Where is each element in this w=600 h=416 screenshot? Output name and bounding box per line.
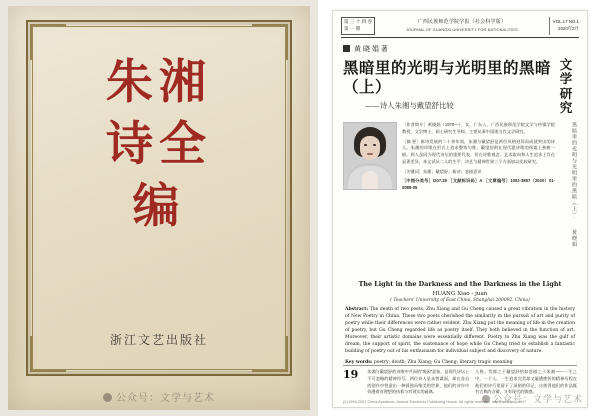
cover-watermark bbox=[8, 389, 310, 404]
portrait-collar bbox=[362, 171, 378, 189]
author-photo-block bbox=[343, 122, 577, 272]
portrait-face bbox=[360, 136, 380, 160]
keywords-note-cn: ［关键词］朱湘；戴望舒；新诗；悲剧意识 bbox=[402, 168, 482, 174]
english-block bbox=[345, 280, 575, 365]
english-affiliation: ( Teachers' University of East China, Shanghai 200092, China) bbox=[390, 298, 530, 304]
masthead-volume-line-2: 第 一 期 bbox=[344, 25, 361, 31]
author-bio-note: ［作者简介］黄晓娟（1970—），女，广东人，广西民族师范学院文学与传媒学院教授，文学博士，硕士研究生导师，主要从事中国现当代文学研究。 bbox=[402, 122, 555, 134]
english-abstract bbox=[345, 307, 575, 356]
journal-page-pane bbox=[318, 0, 600, 416]
author-portrait-photo bbox=[343, 122, 397, 190]
cover-title-line-1: 朱湘 bbox=[106, 55, 212, 110]
running-head-vertical: 黑暗里的光明与光明里的黑暗（上）· 黄晓娟 bbox=[571, 122, 577, 248]
journal-watermark bbox=[482, 392, 583, 405]
masthead-name-en: JOURNAL OF GUANGXI UNIVERSITY FOR NATIONALITIES bbox=[405, 26, 518, 32]
journal-page bbox=[332, 10, 588, 408]
cover-watermark-text: 公众号：文学与艺术 bbox=[116, 393, 215, 404]
cover-publisher: 浙江文艺出版社 bbox=[109, 333, 208, 347]
body-text-left: 朱湘与戴望舒的诗歌中共同的“废园”意象，是现代诗坛上不可忽略的精神符号。两位诗人虽未曾谋面，却在各自的创作中营造出一种孤独而唯美的世界，他们的诗作中弥漫着对理想的执着与对现实的疏离。 bbox=[367, 369, 470, 395]
classification-note-cn: ［中图分类号］I207.25 ［文献标识码］A ［文章编号］1002-3887（2020）01-0088-05 bbox=[402, 178, 555, 191]
journal-watermark-text: 公众号：文学与艺术 bbox=[492, 394, 583, 404]
journal-masthead bbox=[341, 17, 579, 38]
article-title-cn: 黑暗里的光明与光明里的黑暗（上） bbox=[343, 57, 552, 97]
masthead-name-cn: 广西民族师范学院学报（社会科学版） bbox=[417, 19, 507, 26]
bullet-square-icon bbox=[343, 45, 350, 52]
masthead-issue-line-2: 2020年2月 bbox=[558, 25, 579, 31]
book-cover bbox=[8, 6, 310, 410]
cover-title-line-3: 编 bbox=[132, 179, 186, 234]
section-label-char-2: 学 bbox=[559, 71, 573, 87]
abstract-text: The death of two poets, Zhu Xiang and Gu Cheng caused a great vibration in the history of New Poetry in China. These two poets cherished the similarity in the pursuit of art and purity of poetry while their differences were rather evident. Zhu Xiang put the meaning of life in the creation of poetry, but Gu Cheng regarded life as poetry itself. They both believed in the function of art. Moreover, their artistic domains were essentially different. Poetry to Zhu Xiang was the gulf of dream, the support of spirit, the sustenance of hope while Gu Cheng tried to establish a fantastic building of poetry out of his enthusiasm for individual subject and discovery of nature. bbox=[345, 307, 575, 355]
masthead-issue-box bbox=[549, 17, 579, 35]
english-author: HUANG Xiao - juan bbox=[432, 291, 488, 298]
portrait-mouth bbox=[367, 153, 373, 155]
article-byline bbox=[343, 44, 577, 54]
abstract-label: Abstract: bbox=[345, 307, 369, 313]
page-number: 19 bbox=[343, 368, 359, 381]
cnki-copyright-line: (C)1994-2021 China Academic Journal Electronic Publishing House. All rights reserved. http://www.cnki.net bbox=[343, 400, 524, 404]
cover-title-line-2: 诗全 bbox=[106, 117, 212, 172]
article-subtitle-cn: ——诗人朱湘与戴望舒比较 bbox=[365, 100, 454, 110]
cover-title bbox=[8, 52, 310, 238]
keywords-label: Key words: bbox=[345, 360, 373, 366]
keywords-text: poetry; death; Zhu Xiang; Gu Cheng; literary tragic meaning bbox=[373, 360, 513, 366]
body-text-right: 人格。忧郁之于戴望舒恰如悲剧之于朱湘——一生之中，一个人。一生追求完美却又屡遭挫折的精神历程在他们的诗行里留下了深刻的印记，这使得他们的作品既有古典的含蓄，又有现代的敏感。 bbox=[475, 369, 577, 395]
english-title: The Light in the Darkness and the Darkness in the Light bbox=[358, 280, 562, 289]
abstract-note-cn: ［摘 要］新诗发展的二十余年间，朱湘与戴望舒是两位风格迥异而成就突出的诗人。朱湘的诗歌在形式上追求整饬匀称，戴望舒则在现代派诗歌的探索上独树一帜。两人虽同为现代诗坛的重要代表，但在诗歌观念、艺术取向和人生追求上存在显著差异，本文试从二人的生平、诗艺与精神世界三个方面加以比较研究。 bbox=[402, 138, 555, 164]
masthead-journal-name bbox=[375, 17, 549, 35]
body-column-left bbox=[367, 369, 469, 396]
article-title-row bbox=[343, 58, 577, 116]
watermark-logo-icon-right bbox=[482, 395, 490, 403]
section-label-char-1: 文 bbox=[559, 56, 573, 72]
masthead-volume-line-1: 第 三 十 四 卷 bbox=[344, 19, 373, 24]
watermark-logo-icon bbox=[103, 393, 112, 402]
masthead-issue-line-1: VOL.17 NO.1 bbox=[552, 19, 579, 25]
byline-text: 黄 晓 娟 著 bbox=[354, 45, 388, 53]
section-label-vertical bbox=[555, 58, 577, 116]
section-label-char-3: 研 bbox=[559, 85, 573, 101]
section-label-char-4: 究 bbox=[559, 99, 573, 115]
article-title-block bbox=[343, 58, 551, 111]
author-note-column bbox=[402, 122, 555, 272]
masthead-volume-box bbox=[341, 17, 375, 35]
